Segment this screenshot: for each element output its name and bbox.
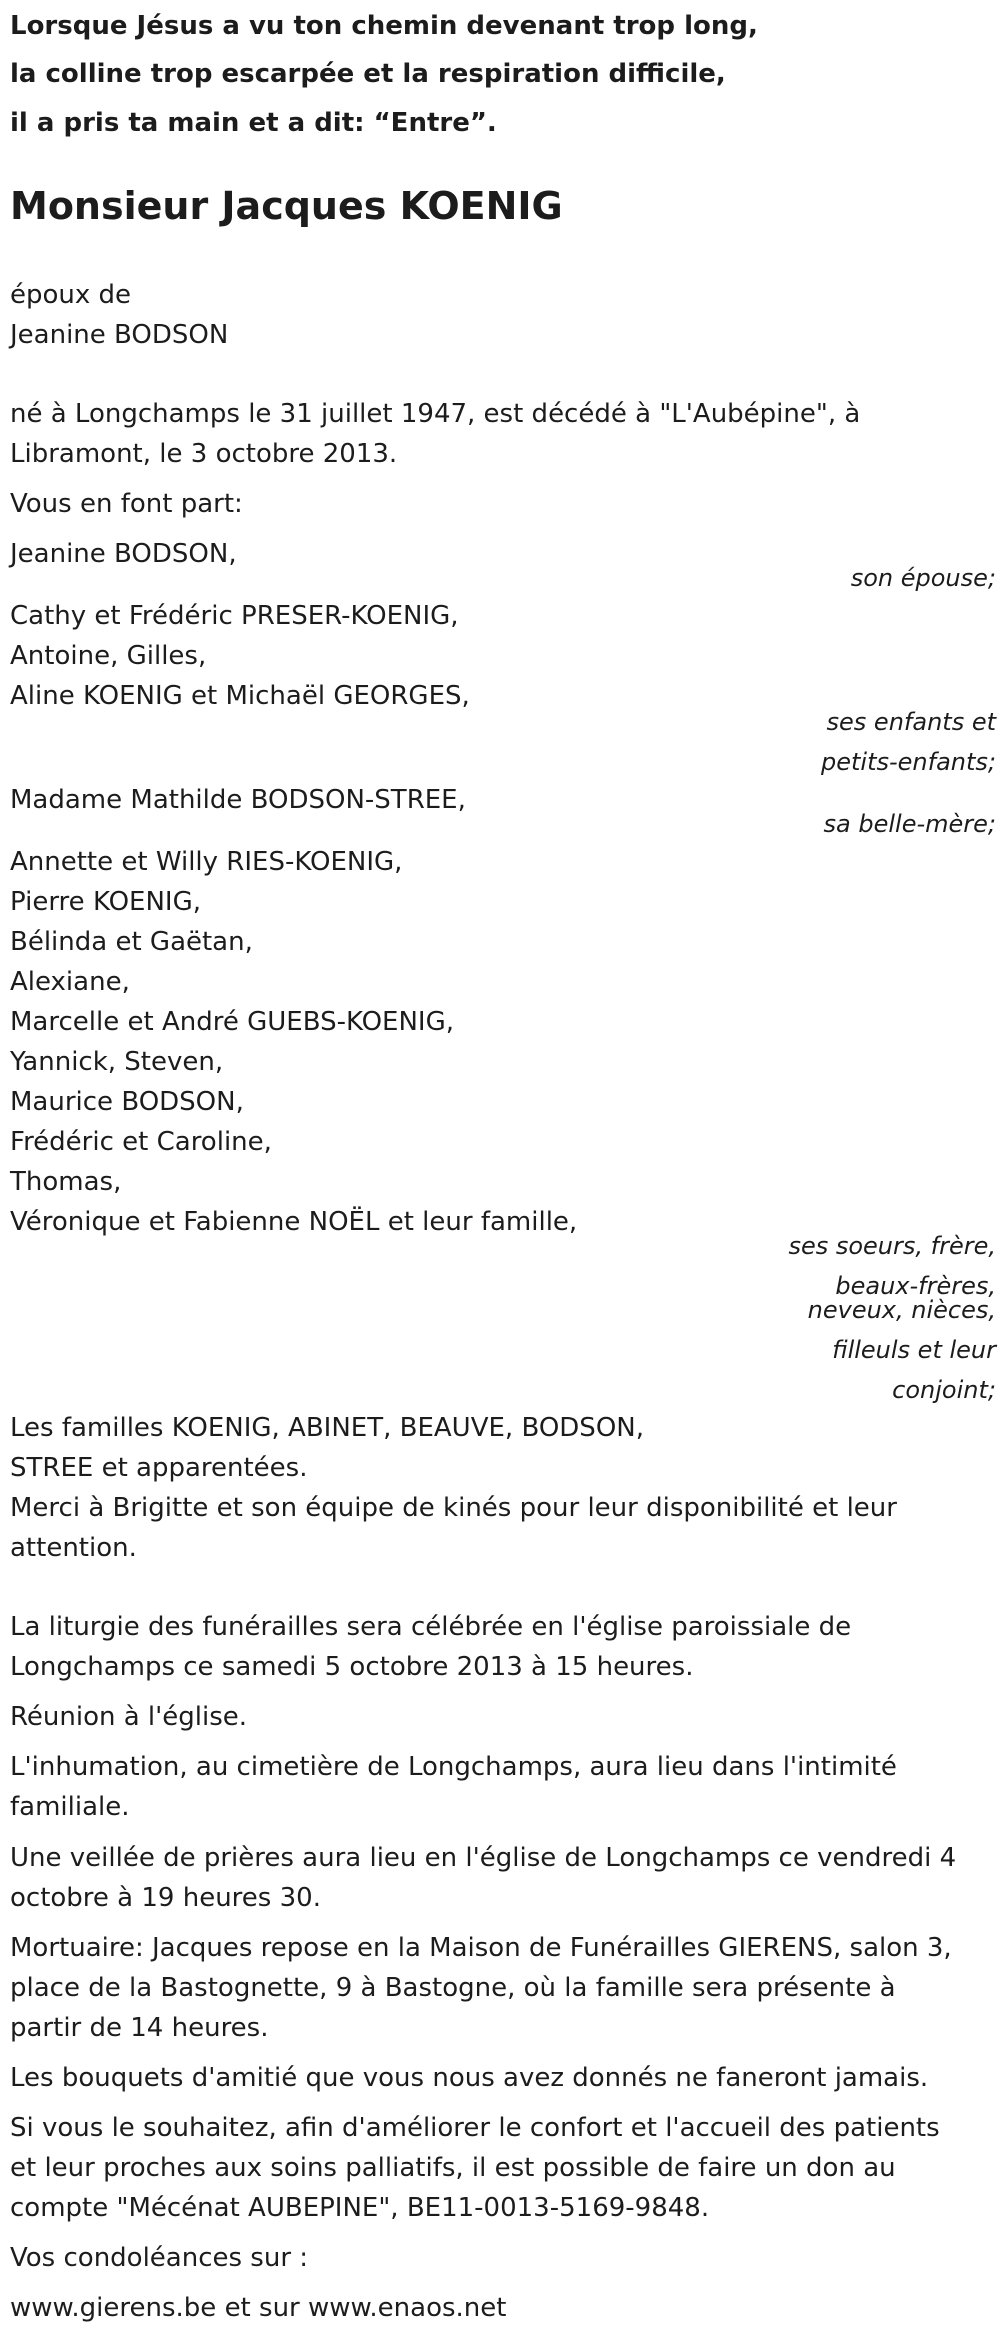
poem-line-3: il a pris ta main et a dit: “Entre”. bbox=[10, 108, 497, 138]
wife-name: Jeanine BODSON, bbox=[10, 539, 237, 569]
sibling-line: Véronique et Fabienne NOËL et leur famille, bbox=[10, 1207, 578, 1237]
vigil-line-1: Une veillée de prières aura lieu en l'église de Longchamps ce vendredi 4 bbox=[10, 1843, 957, 1873]
bouquets-text: Les bouquets d'amitié que vous nous avez donnés ne faneront jamais. bbox=[10, 2063, 929, 2093]
donation-line-2: et leur proches aux soins palliatifs, il est possible de faire un don au bbox=[10, 2153, 896, 2183]
sibling-line: Pierre KOENIG, bbox=[10, 887, 201, 917]
families-line-1: Les familles KOENIG, ABINET, BEAUVE, BODSON, bbox=[10, 1413, 644, 1443]
siblings-role-1: ses soeurs, frère, bbox=[788, 1232, 996, 1260]
sibling-line: Annette et Willy RIES-KOENIG, bbox=[10, 847, 403, 877]
children-line-3: Aline KOENIG et Michaël GEORGES, bbox=[10, 681, 470, 711]
families-line-2: STREE et apparentées. bbox=[10, 1453, 308, 1483]
poem-line-1: Lorsque Jésus a vu ton chemin devenant trop long, bbox=[10, 11, 758, 41]
children-line-1: Cathy et Frédéric PRESER-KOENIG, bbox=[10, 601, 459, 631]
mortuary-line-2: place de la Bastognette, 9 à Bastogne, où la famille sera présente à bbox=[10, 1973, 896, 2003]
funeral-line-2: Longchamps ce samedi 5 octobre 2013 à 15 heures. bbox=[10, 1652, 694, 1682]
websites-link[interactable]: www.gierens.be et sur www.enaos.net bbox=[10, 2293, 507, 2323]
siblings-role-3: neveux, nièces, bbox=[807, 1296, 996, 1324]
mother-in-law-role: sa belle-mère; bbox=[823, 810, 996, 838]
children-role-1: ses enfants et bbox=[826, 708, 996, 736]
sibling-line: Maurice BODSON, bbox=[10, 1087, 244, 1117]
poem-line-2: la colline trop escarpée et la respiration difficile, bbox=[10, 59, 726, 89]
burial-line-1: L'inhumation, au cimetière de Longchamps, aura lieu dans l'intimité bbox=[10, 1752, 897, 1782]
announce-text: Vous en font part: bbox=[10, 489, 243, 519]
sibling-line: Yannick, Steven, bbox=[10, 1047, 224, 1077]
spouse-name: Jeanine BODSON bbox=[10, 320, 229, 350]
children-role-2: petits-enfants; bbox=[821, 748, 996, 776]
siblings-role-4: filleuls et leur bbox=[832, 1336, 996, 1364]
condolences-text: Vos condoléances sur : bbox=[10, 2243, 309, 2273]
burial-line-2: familiale. bbox=[10, 1792, 130, 1822]
siblings-role-5: conjoint; bbox=[892, 1376, 996, 1404]
mortuary-line-1: Mortuaire: Jacques repose en la Maison de Funérailles GIERENS, salon 3, bbox=[10, 1933, 952, 1963]
birth-line-2: Libramont, le 3 octobre 2013. bbox=[10, 439, 398, 469]
thanks-line-2: attention. bbox=[10, 1533, 137, 1563]
sibling-line: Marcelle et André GUEBS-KOENIG, bbox=[10, 1007, 455, 1037]
children-line-2: Antoine, Gilles, bbox=[10, 641, 207, 671]
donation-line-3: compte "Mécénat AUBEPINE", BE11-0013-5169-9848. bbox=[10, 2193, 710, 2223]
mother-in-law-name: Madame Mathilde BODSON-STREE, bbox=[10, 785, 466, 815]
donation-line-1: Si vous le souhaitez, afin d'améliorer le confort et l'accueil des patients bbox=[10, 2113, 940, 2143]
sibling-line: Bélinda et Gaëtan, bbox=[10, 927, 253, 957]
siblings-role-2: beaux-frères, bbox=[835, 1272, 996, 1300]
birth-line-1: né à Longchamps le 31 juillet 1947, est décédé à "L'Aubépine", à bbox=[10, 399, 861, 429]
reunion-text: Réunion à l'église. bbox=[10, 1702, 248, 1732]
funeral-line-1: La liturgie des funérailles sera célébrée en l'église paroissiale de bbox=[10, 1612, 852, 1642]
sibling-line: Frédéric et Caroline, bbox=[10, 1127, 272, 1157]
mortuary-line-3: partir de 14 heures. bbox=[10, 2013, 269, 2043]
vigil-line-2: octobre à 19 heures 30. bbox=[10, 1883, 321, 1913]
spouse-label: époux de bbox=[10, 280, 132, 310]
sibling-line: Thomas, bbox=[10, 1167, 122, 1197]
sibling-line: Alexiane, bbox=[10, 967, 130, 997]
thanks-line-1: Merci à Brigitte et son équipe de kinés pour leur disponibilité et leur bbox=[10, 1493, 897, 1523]
wife-role: son épouse; bbox=[850, 564, 996, 592]
page-title: Monsieur Jacques KOENIG bbox=[10, 184, 563, 228]
